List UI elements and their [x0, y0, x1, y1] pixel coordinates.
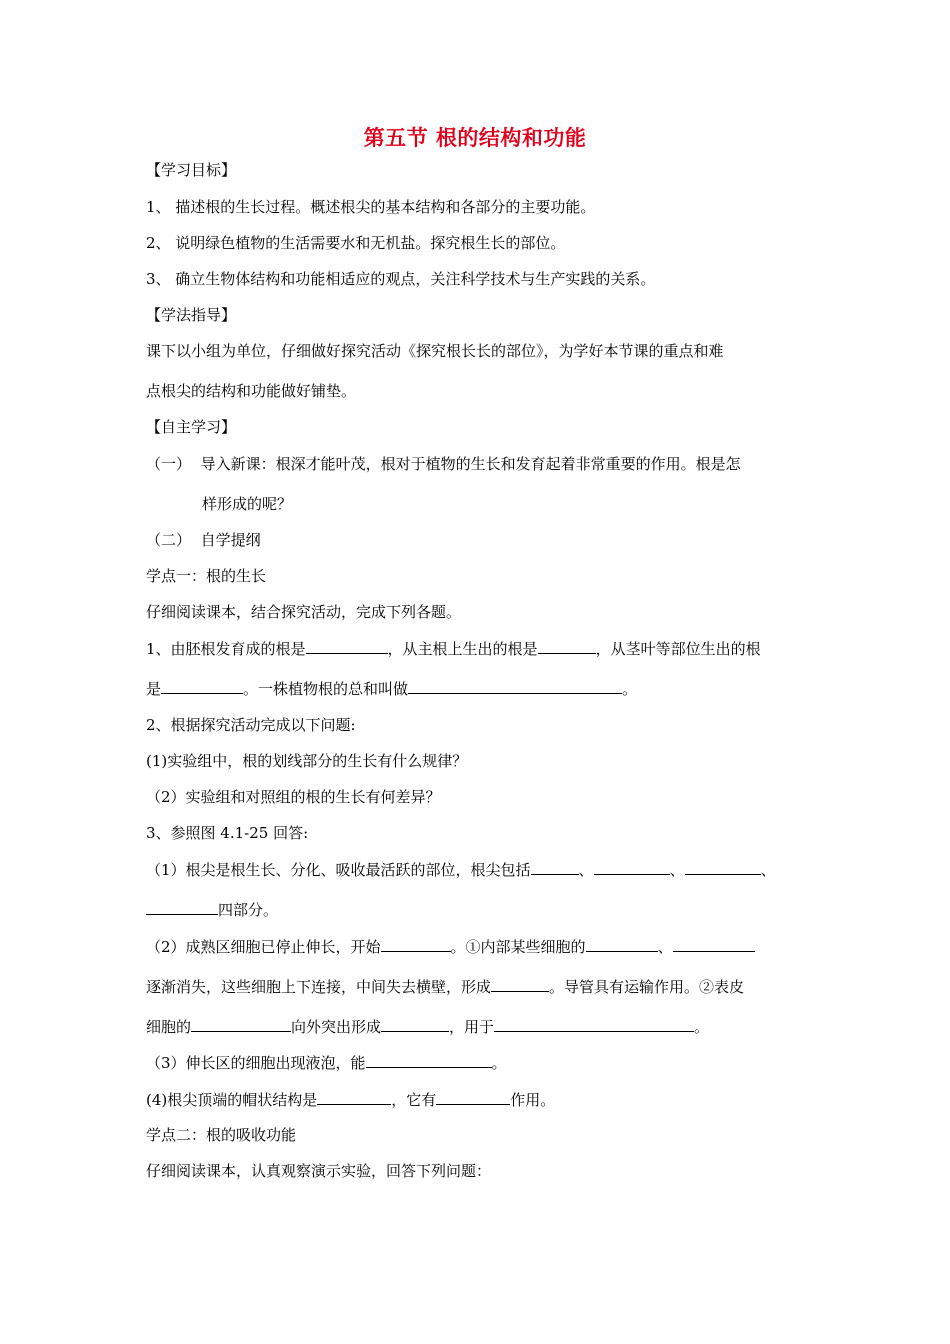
question-3-2-line-3 — [146, 1016, 709, 1037]
q3-1-text-d: 、 — [760, 861, 776, 879]
question-3-1-line-2 — [146, 899, 278, 920]
point2-heading: 学点二：根的吸收功能 — [146, 1126, 297, 1144]
q3-2-text-c: 、 — [657, 938, 673, 956]
question-1-line-2 — [146, 678, 637, 699]
q1-text-b: ，从主根上生出的根是 — [387, 640, 538, 658]
answer-blank[interactable] — [586, 936, 658, 952]
q3-4-text-c: 作用。 — [510, 1091, 556, 1109]
q3-2-text-g: 向外突出形成 — [291, 1018, 382, 1036]
q1-text-c: ，从茎叶等部位生出的根 — [595, 640, 761, 658]
answer-blank[interactable] — [436, 1089, 510, 1105]
intro-text: 导入新课：根深才能叶茂，根对于植物的生长和发育起着非常重要的作用。根是怎 — [200, 455, 741, 473]
q3-2-text-d: 逐渐消失，这些细胞上下连接，中间失去横壁，形成 — [146, 978, 492, 996]
objective-2: 2、 说明绿色植物的生活需要水和无机盐。探究根生长的部位。 — [146, 234, 566, 252]
q1-text-d: 是 — [146, 680, 162, 698]
q1-text-f: 。 — [622, 680, 638, 698]
q3-2-text-f: 细胞的 — [146, 1018, 192, 1036]
answer-blank[interactable] — [531, 859, 579, 875]
answer-blank[interactable] — [494, 1016, 694, 1032]
answer-blank[interactable] — [381, 936, 451, 952]
q3-2-text-i: 。 — [694, 1018, 710, 1036]
section-objectives-heading: 【学习目标】 — [146, 161, 237, 179]
question-2-1: (1)实验组中，根的划线部分的生长有什么规律？ — [146, 752, 468, 770]
q3-2-text-e: 。导管具有运输作用。②表皮 — [549, 978, 745, 996]
section-method-heading: 【学法指导】 — [146, 306, 237, 324]
question-2: 2、根据探究活动完成以下问题: — [146, 716, 356, 734]
intro-label: （一） — [146, 455, 192, 473]
question-3-3 — [146, 1052, 507, 1073]
intro-line-2: 样形成的呢？ — [202, 495, 293, 513]
question-3-2-line-1 — [146, 936, 755, 957]
q3-4-text-b: ，它有 — [391, 1091, 437, 1109]
answer-blank[interactable] — [594, 859, 670, 875]
point1-instruction: 仔细阅读课本，结合探究活动，完成下列各题。 — [146, 603, 462, 621]
q1-text-a: 1、由胚根发育成的根是 — [146, 640, 306, 658]
q3-1-text-e: 四部分。 — [218, 901, 279, 919]
question-2-2: （2）实验组和对照组的根的生长有何差异？ — [146, 788, 441, 806]
method-text-2: 点根尖的结构和功能做好铺垫。 — [146, 382, 357, 400]
answer-blank[interactable] — [161, 678, 243, 694]
q3-3-text-a: （3）伸长区的细胞出现液泡，能 — [146, 1054, 366, 1072]
question-3-2-line-2 — [146, 976, 744, 997]
question-3-4 — [146, 1089, 555, 1110]
q3-4-text-a: (4)根尖顶端的帽状结构是 — [146, 1091, 318, 1109]
question-3-1-line-1 — [146, 859, 776, 880]
answer-blank[interactable] — [146, 899, 218, 915]
intro-line-1 — [146, 454, 741, 474]
point1-heading: 学点一：根的生长 — [146, 567, 267, 585]
objective-3: 3、 确立生物体结构和功能相适应的观点，关注科学技术与生产实践的关系。 — [146, 270, 656, 288]
question-3: 3、参照图 4.1-25 回答: — [146, 824, 309, 842]
outline-line — [146, 530, 261, 550]
answer-blank[interactable] — [408, 678, 622, 694]
objective-1: 1、 描述根的生长过程。概述根尖的基本结构和各部分的主要功能。 — [146, 198, 596, 216]
outline-label: （二） — [146, 531, 192, 549]
answer-blank[interactable] — [366, 1052, 492, 1068]
answer-blank[interactable] — [673, 936, 755, 952]
q3-1-text-a: （1）根尖是根生长、分化、吸收最活跃的部位，根尖包括 — [146, 861, 531, 879]
section-self-study-heading: 【自主学习】 — [146, 418, 237, 436]
answer-blank[interactable] — [491, 976, 549, 992]
q3-1-text-b: 、 — [578, 861, 594, 879]
q3-2-text-b: 。①内部某些细胞的 — [450, 938, 586, 956]
answer-blank[interactable] — [685, 859, 761, 875]
q3-2-text-a: （2）成熟区细胞已停止伸长，开始 — [146, 938, 381, 956]
q3-3-text-b: 。 — [491, 1054, 507, 1072]
answer-blank[interactable] — [317, 1089, 391, 1105]
q1-text-e: 。一株植物根的总和叫做 — [243, 680, 409, 698]
method-text-1: 课下以小组为单位，仔细做好探究活动《探究根长长的部位》，为学好本节课的重点和难 — [146, 342, 724, 360]
page-title: 第五节 根的结构和功能 — [363, 126, 587, 150]
q3-1-text-c: 、 — [669, 861, 685, 879]
point2-instruction: 仔细阅读课本，认真观察演示实验，回答下列问题： — [146, 1162, 492, 1180]
answer-blank[interactable] — [538, 638, 596, 654]
answer-blank[interactable] — [381, 1016, 449, 1032]
outline-text: 自学提纲 — [200, 531, 261, 549]
question-1-line-1 — [146, 638, 761, 659]
answer-blank[interactable] — [191, 1016, 291, 1032]
answer-blank[interactable] — [306, 638, 388, 654]
q3-2-text-h: ，用于 — [449, 1018, 495, 1036]
